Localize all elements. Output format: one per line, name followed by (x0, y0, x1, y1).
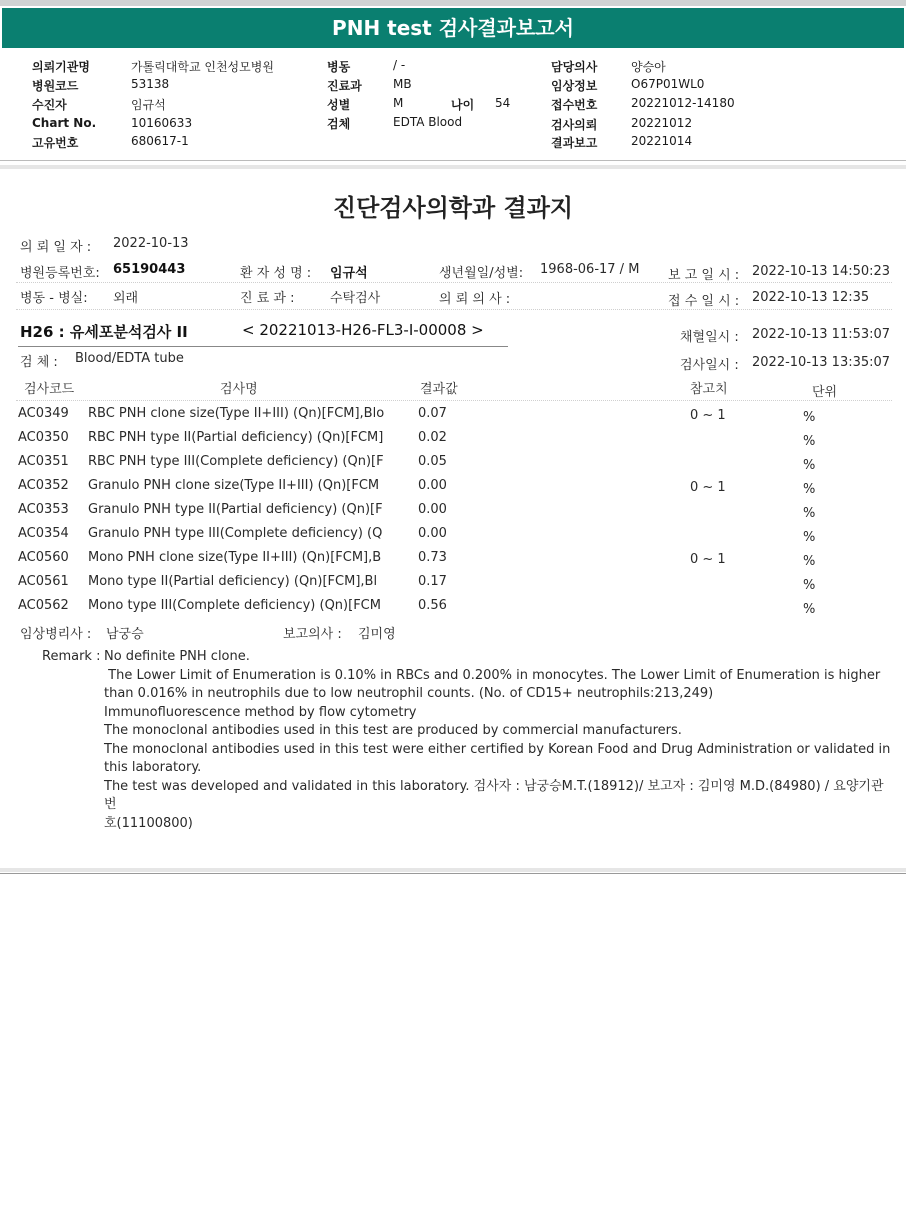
remark-label: Remark : (42, 649, 101, 664)
test-code: AC0561 (18, 574, 69, 589)
dept-label: 진 료 과 : (240, 291, 295, 306)
doctor-label: 의 뢰 의 사 : (439, 292, 511, 307)
field-value: M (393, 96, 404, 110)
request-date-label: 의 뢰 일 자 : (20, 240, 92, 255)
remark-body (104, 648, 894, 833)
dotted-line (16, 400, 892, 402)
test-unit: % (803, 506, 816, 521)
test-name: RBC PNH type III(Complete deficiency) (Qn)[F (88, 454, 384, 469)
table-row (0, 526, 906, 550)
table-row (0, 478, 906, 502)
test-name: Mono type III(Complete deficiency) (Qn)[FCM (88, 598, 381, 613)
test-result: 0.07 (418, 406, 447, 421)
report-date-label: 보 고 일 시 : (668, 268, 740, 283)
field-value: / - (393, 58, 406, 72)
test-unit: % (803, 554, 816, 569)
col-header-code: 검사코드 (24, 382, 75, 397)
remark-line: Immunofluorescence method by flow cytometry (104, 704, 417, 720)
section-title: H26 : 유세포분석검사 II (20, 323, 188, 341)
test-ref: 0 ~ 1 (690, 408, 726, 423)
test-unit: % (803, 458, 816, 473)
test-result: 0.02 (418, 430, 447, 445)
reporter: 김미영 (358, 627, 396, 642)
pathologist-label: 임상병리사 : (20, 627, 92, 642)
field-label: 진료과 (327, 79, 362, 93)
remark-line: The test was developed and validated in this laboratory. 검사자 : 남궁승M.T.(18912)/ 보고자 : 김미영 M.D.(84980) / 요양기관번 (104, 778, 884, 812)
test-unit: % (803, 434, 816, 449)
test-result: 0.17 (418, 574, 447, 589)
field-value: 양승아 (631, 60, 666, 74)
divider (0, 868, 906, 872)
field-value: 임규석 (131, 98, 166, 112)
document-title: 진단검사의학과 결과지 (332, 194, 574, 222)
test-code: AC0349 (18, 406, 69, 421)
ward: 외래 (113, 291, 139, 306)
divider (0, 165, 906, 169)
report-title-bar: PNH test 검사결과보고서 (2, 8, 904, 48)
test-time: 2022-10-13 13:35:07 (752, 355, 891, 370)
field-value: O67P01WL0 (631, 77, 705, 91)
request-date: 2022-10-13 (113, 236, 189, 251)
remark-line: The Lower Limit of Enumeration is 0.10% in RBCs and 0.200% in monocytes. The Lower Limit of Enumeration is higher (104, 667, 881, 683)
test-name: Mono PNH clone size(Type II+III) (Qn)[FCM],B (88, 550, 382, 565)
col-header-ref: 참고치 (690, 382, 728, 397)
test-result: 0.73 (418, 550, 447, 565)
patient-name-label: 환 자 성 명 : (240, 266, 312, 281)
field-label: 임상정보 (551, 79, 598, 93)
field-label: 결과보고 (551, 136, 598, 150)
col-header-name: 검사명 (220, 382, 258, 397)
report-date: 2022-10-13 14:50:23 (752, 264, 891, 279)
remark-line: this laboratory. (104, 760, 202, 775)
field-label: 검사의뢰 (551, 118, 598, 132)
dept: 수탁검사 (330, 291, 381, 306)
test-code: AC0560 (18, 550, 69, 565)
test-name: RBC PNH type II(Partial deficiency) (Qn)[FCM] (88, 430, 384, 445)
table-row (0, 550, 906, 574)
test-unit: % (803, 410, 816, 425)
field-value: 53138 (131, 77, 170, 91)
top-border (0, 0, 906, 6)
field-label: Chart No. (32, 116, 97, 130)
table-row (0, 574, 906, 598)
field-value: 20221012 (631, 116, 693, 130)
field-value: 20221014 (631, 134, 693, 148)
divider (0, 160, 906, 161)
table-row (0, 454, 906, 478)
table-row (0, 406, 906, 430)
test-time-label: 검사일시 : (680, 358, 739, 373)
remark-line: The monoclonal antibodies used in this test were either certified by Korean Food and Drug Administration or validated in (104, 741, 891, 757)
blood-draw: 2022-10-13 11:53:07 (752, 327, 891, 342)
test-name: Granulo PNH type II(Partial deficiency) (Qn)[F (88, 502, 383, 517)
dotted-line (16, 282, 892, 284)
specimen: Blood/EDTA tube (75, 351, 184, 366)
table-row (0, 598, 906, 622)
remark-line: The monoclonal antibodies used in this test are produced by commercial manufacturers. (104, 723, 682, 738)
test-result: 0.00 (418, 526, 447, 541)
dotted-line (16, 309, 892, 311)
test-result: 0.00 (418, 502, 447, 517)
field-value: 가톨릭대학교 인천성모병원 (131, 60, 274, 74)
remark-line: No definite PNH clone. (104, 649, 250, 664)
field-value: 680617-1 (131, 134, 189, 148)
section-id: < 20221013-H26-FL3-I-00008 > (242, 321, 484, 339)
test-name: Mono type II(Partial deficiency) (Qn)[FCM],Bl (88, 574, 378, 589)
field-value: EDTA Blood (393, 115, 463, 129)
field-label: 나이 (451, 98, 475, 112)
col-header-unit: 단위 (812, 385, 838, 400)
field-label: 병동 (327, 60, 351, 74)
reporter-label: 보고의사 : (283, 627, 342, 642)
test-unit: % (803, 578, 816, 593)
dob-label: 생년월일/성별: (439, 266, 524, 281)
test-name: Granulo PNH clone size(Type II+III) (Qn)[FCM (88, 478, 380, 493)
blood-draw-label: 채혈일시 : (680, 330, 739, 345)
section-underline (18, 346, 508, 347)
test-unit: % (803, 482, 816, 497)
field-label: 담당의사 (551, 60, 598, 74)
test-ref: 0 ~ 1 (690, 552, 726, 567)
ward-label: 병동 - 병실: (20, 291, 88, 306)
table-row (0, 430, 906, 454)
field-label: 성별 (327, 98, 351, 112)
col-header-result: 결과값 (420, 382, 458, 397)
test-result: 0.00 (418, 478, 447, 493)
field-label: 접수번호 (551, 98, 598, 112)
field-label: 고유번호 (32, 136, 79, 150)
field-value: 54 (495, 96, 511, 110)
test-ref: 0 ~ 1 (690, 480, 726, 495)
received: 2022-10-13 12:35 (752, 290, 870, 305)
test-result: 0.05 (418, 454, 447, 469)
test-code: AC0351 (18, 454, 69, 469)
field-label: 병원코드 (32, 79, 79, 93)
field-value: 10160633 (131, 116, 193, 130)
field-label: 검체 (327, 117, 351, 131)
test-code: AC0352 (18, 478, 69, 493)
field-value: 20221012-14180 (631, 96, 735, 110)
specimen-label: 검 체 : (20, 355, 58, 370)
pathologist: 남궁승 (106, 627, 144, 642)
field-label: 수진자 (32, 98, 67, 112)
field-value: MB (393, 77, 412, 91)
test-unit: % (803, 530, 816, 545)
remark-line: 호(11100800) (104, 815, 193, 831)
received-label: 접 수 일 시 : (668, 294, 740, 309)
test-result: 0.56 (418, 598, 447, 613)
test-code: AC0562 (18, 598, 69, 613)
test-name: RBC PNH clone size(Type II+III) (Qn)[FCM],Blo (88, 406, 385, 421)
reg-no: 65190443 (113, 262, 186, 277)
test-unit: % (803, 602, 816, 617)
test-code: AC0350 (18, 430, 69, 445)
divider (0, 873, 906, 874)
test-code: AC0354 (18, 526, 69, 541)
test-code: AC0353 (18, 502, 69, 517)
dob: 1968-06-17 / M (540, 262, 640, 277)
patient-name: 임규석 (330, 266, 368, 281)
table-row (0, 502, 906, 526)
field-label: 의뢰기관명 (32, 60, 90, 74)
test-name: Granulo PNH type III(Complete deficiency) (Q (88, 526, 383, 541)
remark-line: than 0.016% in neutrophils due to low neutrophil counts. (No. of CD15+ neutrophils:213,249) (104, 686, 714, 701)
reg-no-label: 병원등록번호: (20, 266, 100, 281)
